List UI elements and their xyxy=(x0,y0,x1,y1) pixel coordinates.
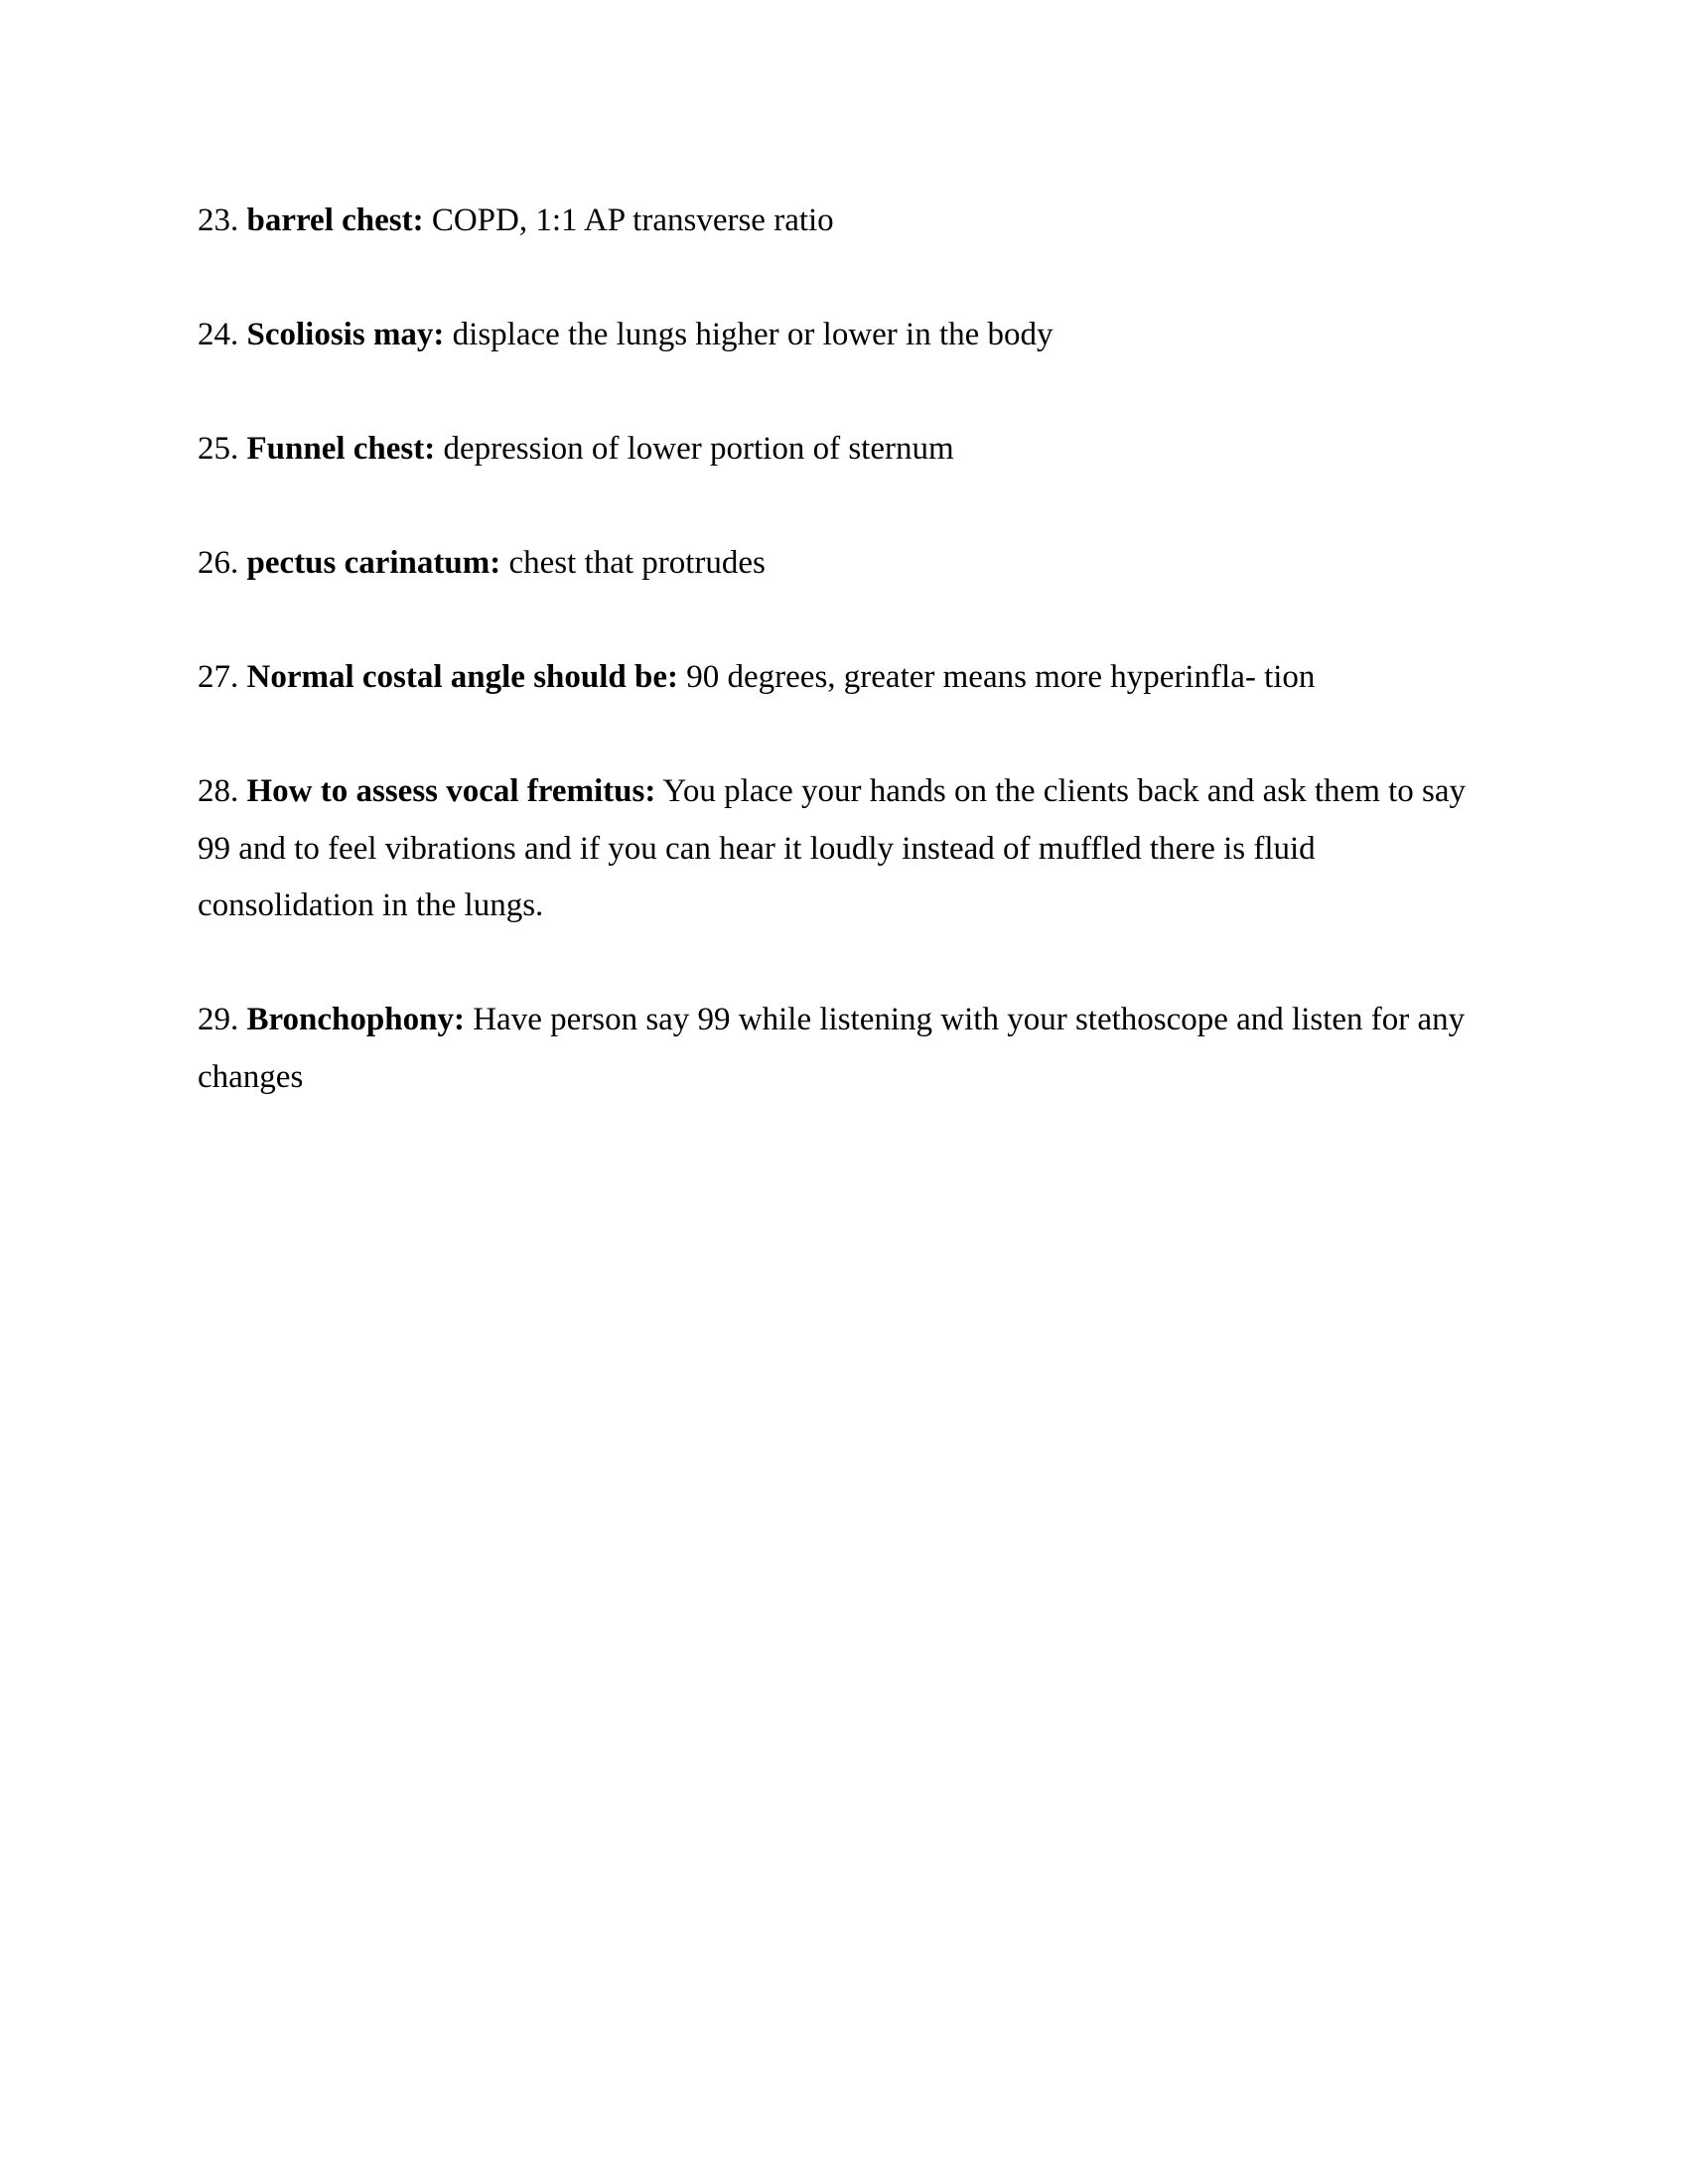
item-term: Bronchophony: xyxy=(246,1002,465,1037)
item-definition: depression of lower portion of sternum xyxy=(443,431,954,467)
item-term: pectus carinatum: xyxy=(246,545,501,581)
item-term: barrel chest: xyxy=(246,203,424,238)
item-definition: COPD, 1:1 AP transverse ratio xyxy=(431,203,834,238)
flashcard-item xyxy=(198,763,1488,935)
item-term: Funnel chest: xyxy=(246,431,436,467)
item-definition: 90 degrees, greater means more hyperinfla- tion xyxy=(686,659,1316,695)
item-number: 23. xyxy=(198,203,239,238)
flashcard-item xyxy=(198,535,1488,593)
item-number: 24. xyxy=(198,317,239,352)
flashcard-item xyxy=(198,649,1488,707)
flashcard-list xyxy=(198,193,1488,1163)
item-term: Scoliosis may: xyxy=(246,317,445,352)
item-term: Normal costal angle should be: xyxy=(246,659,679,695)
item-term: How to assess vocal fremitus: xyxy=(246,773,656,809)
item-definition: displace the lungs higher or lower in the body xyxy=(452,317,1054,352)
item-definition: chest that protrudes xyxy=(508,545,766,581)
flashcard-item xyxy=(198,992,1488,1106)
item-number: 26. xyxy=(198,545,239,581)
item-number: 28. xyxy=(198,773,239,809)
item-number: 27. xyxy=(198,659,239,695)
item-definition: You place your hands on the clients back and ask them to say 99 and to feel vibrations and if you can hear it loudly instead of muffled there is fluid consolidation in the lungs. xyxy=(198,773,1467,923)
item-number: 25. xyxy=(198,431,239,467)
item-definition: Have person say 99 while listening with your stethoscope and listen for any changes xyxy=(198,1002,1466,1095)
item-number: 29. xyxy=(198,1002,239,1037)
flashcard-item xyxy=(198,193,1488,250)
flashcard-item xyxy=(198,421,1488,478)
flashcard-item xyxy=(198,307,1488,364)
